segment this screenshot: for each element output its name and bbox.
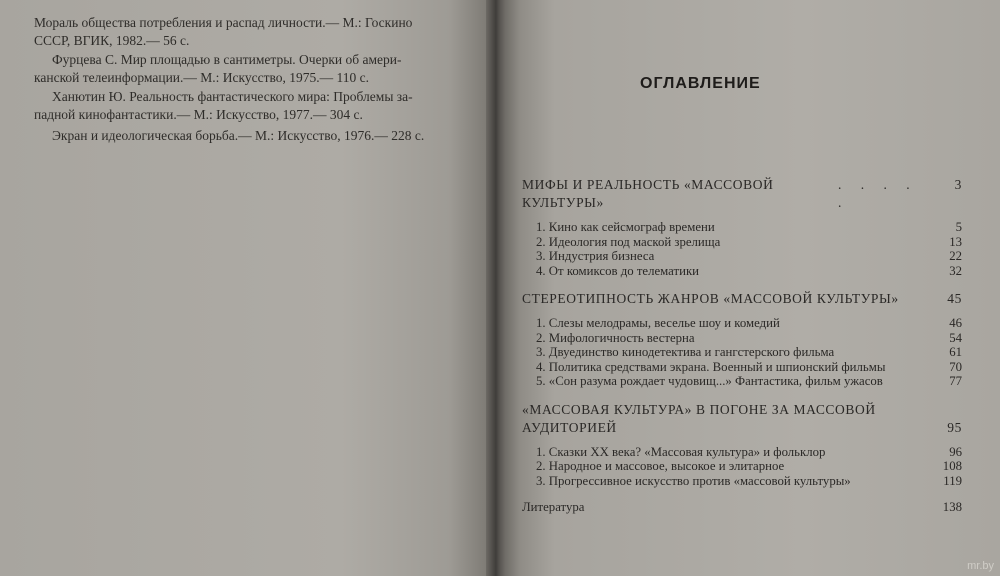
toc-section-heading <box>522 290 962 308</box>
toc-item-title: 5. «Сон разума рождает чудовищ...» Фантастика, фильм ужасов <box>536 374 883 388</box>
bibliography-entry <box>34 127 474 145</box>
toc-leader-dots: . . . . . <box>837 177 918 210</box>
bibliography-line: СССР, ВГИК, 1982.— 56 с. <box>34 32 190 48</box>
toc-page-number: 70 <box>949 359 962 374</box>
toc-page-number: 13 <box>949 234 962 249</box>
bibliography-line: падной кинофантастики.— М.: Искусство, 1977.— 304 с. <box>34 106 363 122</box>
toc-literature <box>522 500 962 515</box>
toc-item-title: 2. Мифологичность вестерна <box>536 330 695 345</box>
toc-item <box>522 331 962 346</box>
toc-section-heading <box>522 176 962 212</box>
bibliography-line: Фурцева С. Мир площадью в сантиметры. Очерки об амери- <box>52 52 402 67</box>
toc-section-title: СТЕРЕОТИПНОСТЬ ЖАНРОВ «МАССОВОЙ КУЛЬТУРЫ» <box>522 291 899 306</box>
toc-item-title: 3. Индустрия бизнеса <box>536 249 655 263</box>
toc-item <box>522 264 962 279</box>
bibliography-entry <box>34 51 474 86</box>
toc-section-title: «МАССОВАЯ КУЛЬТУРА» В ПОГОНЕ ЗА МАССОВОЙ <box>522 401 876 417</box>
toc-page-number: 119 <box>943 473 962 488</box>
toc-item <box>522 459 962 474</box>
bibliography-line: Ханютин Ю. Реальность фантастического мира: Проблемы за- <box>52 89 413 104</box>
toc-item-title: 4. Политика средствами экрана. Военный и шпионский фильмы <box>536 359 886 374</box>
bibliography-list <box>34 14 474 147</box>
bibliography-line: Мораль общества потребления и распад личности.— М.: Госкино <box>34 15 413 30</box>
toc-page-number: 22 <box>949 249 962 263</box>
toc-title: ОГЛАВЛЕНИЕ <box>640 75 761 92</box>
toc-page-number: 108 <box>942 459 962 473</box>
toc-item <box>522 474 962 489</box>
toc-page-number: 3 <box>954 177 962 192</box>
toc-page-number: 96 <box>949 444 962 459</box>
toc-item <box>522 235 962 250</box>
toc-page-number: 5 <box>955 220 962 234</box>
toc-item-title: 1. Сказки XX века? «Массовая культура» и фольклор <box>536 444 826 459</box>
toc-page-number: 138 <box>942 500 962 514</box>
toc-page-number: 46 <box>949 316 962 330</box>
bibliography-entry <box>34 14 474 49</box>
toc-item-title: 3. Прогрессивное искусство против «массовой культуры» <box>536 473 851 488</box>
toc-section-title: МИФЫ И РЕАЛЬНОСТЬ «МАССОВОЙ КУЛЬТУРЫ» <box>522 177 774 210</box>
toc-item <box>522 445 962 460</box>
bibliography-line: Экран и идеологическая борьба.— М.: Искусство, 1976.— 228 с. <box>52 128 425 143</box>
bibliography-entry <box>34 88 474 123</box>
toc-page-number: 45 <box>947 291 962 306</box>
toc-item <box>522 249 962 264</box>
toc-item-title: 3. Двуединство кинодетектива и гангстерского фильма <box>536 345 835 359</box>
toc-section-heading <box>522 401 962 419</box>
toc-item-title: 1. Слезы мелодрамы, веселье шоу и комедий <box>536 316 780 330</box>
toc-section-title-cont: АУДИТОРИЕЙ <box>522 419 617 435</box>
toc-item <box>522 374 962 389</box>
toc-item-title: 4. От комиксов до телематики <box>536 263 700 278</box>
toc-page-number: 61 <box>949 345 962 359</box>
toc-page-number: 54 <box>949 330 962 345</box>
toc-item-title: 2. Народное и массовое, высокое и элитарное <box>536 459 785 473</box>
toc-item <box>522 360 962 375</box>
watermark: mr.by <box>967 560 994 572</box>
toc-page-number: 77 <box>949 374 962 388</box>
toc-item-title: 1. Кино как сейсмограф времени <box>536 220 715 234</box>
toc-item-title: Литература <box>522 500 585 514</box>
bibliography-line: канской телеинформации.— М.: Искусство, 1975.— 110 с. <box>34 69 370 85</box>
toc-item <box>522 345 962 360</box>
toc-item <box>522 220 962 235</box>
left-page <box>0 0 488 576</box>
toc-page-number: 32 <box>949 263 962 278</box>
table-of-contents <box>522 176 962 515</box>
toc-page-number: 95 <box>947 419 962 435</box>
toc-item <box>522 316 962 331</box>
toc-item-title: 2. Идеология под маской зрелища <box>536 234 721 249</box>
toc-section-heading-cont <box>522 419 962 437</box>
